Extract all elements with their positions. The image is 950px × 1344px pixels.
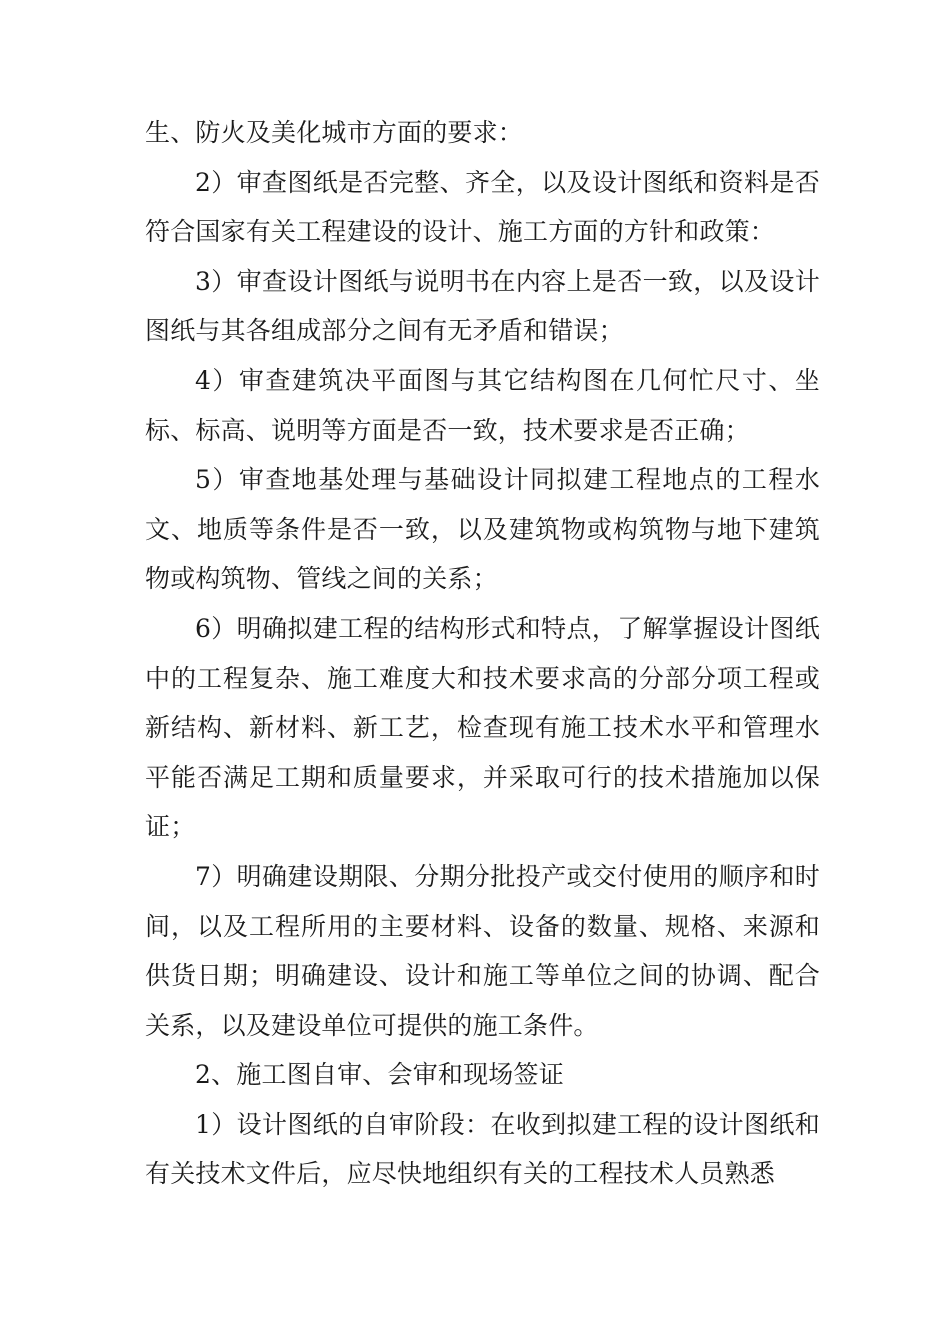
- paragraph-continuation: 生、防火及美化城市方面的要求：: [145, 118, 524, 147]
- paragraph-item-7: 7）明确建设期限、分期分批投产或交付使用的顺序和时间，以及工程所用的主要材料、设备的数量、规格、来源和供货日期；明确建设、设计和施工等单位之间的协调、配合关系，以及建设单位可提供的施工条件。: [145, 861, 820, 1040]
- paragraph-subitem-1: 1）设计图纸的自审阶段：在收到拟建工程的设计图纸和有关技术文件后，应尽快地组织有关的工程技术人员熟悉: [145, 1109, 820, 1189]
- paragraph-item-4: 4）审查建筑决平面图与其它结构图在几何忙尺寸、坐标、标高、说明等方面是否一致，技术要求是否正确；: [145, 365, 820, 445]
- paragraph-item-2: 2）审查图纸是否完整、齐全，以及设计图纸和资料是否符合国家有关工程建设的设计、施工方面的方针和政策：: [145, 167, 820, 247]
- paragraph-item-3: 3）审查设计图纸与说明书在内容上是否一致，以及设计图纸与其各组成部分之间有无矛盾和错误；: [145, 266, 820, 346]
- paragraph-item-6: 6）明确拟建工程的结构形式和特点，了解掌握设计图纸中的工程复杂、施工难度大和技术要求高的分部分项工程或新结构、新材料、新工艺，检查现有施工技术水平和管理水平能否满足工期和质量要求，并采取可行的技术措施加以保证；: [145, 613, 820, 842]
- section-heading-2: 2、施工图自审、会审和现场签证: [195, 1060, 564, 1090]
- document-body: [145, 108, 820, 1199]
- paragraph-item-5: 5）审查地基处理与基础设计同拟建工程地点的工程水文、地质等条件是否一致，以及建筑物或构筑物与地下建筑物或构筑物、管线之间的关系；: [145, 465, 820, 594]
